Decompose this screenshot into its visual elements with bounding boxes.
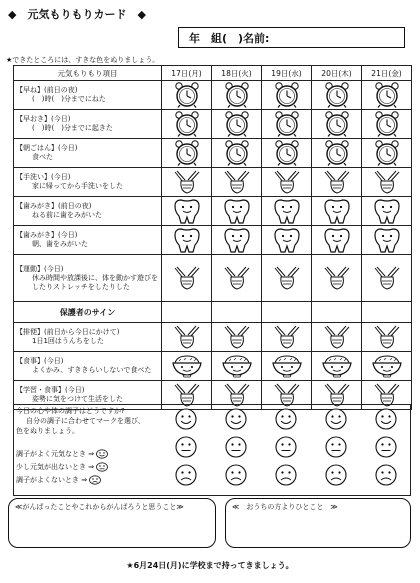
neutral-face-icon[interactable] [373,436,399,462]
check-cell[interactable] [362,81,412,110]
checklist-row [14,139,412,168]
check-cell[interactable] [262,352,312,381]
sad-face-icon[interactable] [223,464,249,490]
tooth-icon[interactable] [262,198,311,224]
item-label [14,81,162,110]
clock-icon[interactable] [162,140,211,166]
sign-cell[interactable] [312,302,362,323]
item-title: 【運動】(今日) [16,264,64,273]
check-cell[interactable] [212,110,262,139]
neutral-face-icon[interactable] [223,436,249,462]
tooth-icon[interactable] [262,227,311,253]
sad-face-icon[interactable] [373,464,399,490]
check-cell[interactable] [262,168,312,197]
check-cell[interactable] [212,226,262,255]
item-title: 【歯みがき】(今日) [16,231,78,239]
clock-icon[interactable] [312,111,361,137]
neutral-face-icon[interactable] [173,436,199,462]
item-label [14,110,162,139]
peace-hand-icon[interactable] [212,265,261,291]
check-cell[interactable] [162,255,212,302]
item-detail: 1日1回はうんちをした [32,337,104,345]
clock-icon[interactable] [212,111,261,137]
check-cell[interactable] [162,110,212,139]
check-cell[interactable] [212,168,262,197]
sign-cell[interactable] [212,302,262,323]
item-detail: 休み時間や放課後に、体を動かす遊びをしたりストレッチをしたりした [32,273,158,291]
check-cell[interactable] [162,197,212,226]
due-date-note: ★6月24日(月)に学校まで持ってきましょう。 [126,561,294,570]
check-cell[interactable] [312,81,362,110]
clock-icon[interactable] [262,111,311,137]
check-cell[interactable] [362,323,412,352]
clock-icon[interactable] [262,140,311,166]
item-title: 【早おき】(今日) [16,115,71,123]
item-detail: 朝、歯をみがいた [32,240,88,248]
check-cell[interactable] [212,323,262,352]
peace-hand-icon[interactable] [362,324,411,350]
happy-face-icon[interactable] [323,408,349,434]
sad-face-icon[interactable] [323,464,349,490]
check-cell[interactable] [162,139,212,168]
happy-face-icon[interactable] [223,408,249,434]
check-cell[interactable] [312,226,362,255]
check-cell[interactable] [262,197,312,226]
peace-hand-icon[interactable] [162,265,211,291]
check-cell[interactable] [162,352,212,381]
child-reflection-box[interactable] [8,498,216,548]
check-cell[interactable] [212,139,262,168]
clock-icon[interactable] [262,82,311,108]
happy-face-icon [96,449,108,459]
item-detail: 食べた [32,153,53,161]
happy-face-icon[interactable] [173,408,199,434]
legend-item: 調子がよく元気なとき ⇒ [16,448,108,461]
check-cell[interactable] [362,352,412,381]
check-cell[interactable] [362,110,412,139]
check-cell[interactable] [212,255,262,302]
check-cell[interactable] [262,110,312,139]
checklist-row [14,168,412,197]
date-header: 20日(木) [312,66,362,81]
item-detail: ( )時( )分までにねた [32,95,106,103]
check-cell[interactable] [362,168,412,197]
clock-icon[interactable] [312,140,361,166]
check-cell[interactable] [262,139,312,168]
item-detail: 姿勢に気をつけて生活をした [32,395,123,403]
check-cell[interactable] [362,197,412,226]
happy-face-icon[interactable] [273,408,299,434]
mood-question-line: 色をぬりましょう。 [16,427,79,435]
date-header: 18日(火) [212,66,262,81]
check-cell[interactable] [312,255,362,302]
peace-hand-icon[interactable] [312,324,361,350]
parent-comment-box[interactable] [225,498,411,548]
tooth-icon[interactable] [362,198,411,224]
check-cell[interactable] [262,255,312,302]
mood-question-line: 今日の心や体の調子はどうですか? [16,407,125,415]
instruction-text: ★できたところには、すきな色をぬりましょう。 [6,56,160,64]
sign-cell[interactable] [262,302,312,323]
check-cell[interactable] [162,168,212,197]
check-cell[interactable] [312,110,362,139]
check-cell[interactable] [262,226,312,255]
item-detail: よくかみ、すききらいしないで食べた [32,366,152,374]
table-header-row [14,66,412,81]
item-title: 【早ね】(前日の夜) [16,86,78,94]
item-label [14,168,162,197]
sign-cell[interactable] [162,302,212,323]
check-cell[interactable] [362,139,412,168]
item-title: 【歯みがき】(前日の夜) [16,202,92,210]
clock-icon[interactable] [212,140,261,166]
item-label [14,197,162,226]
peace-hand-icon[interactable] [262,265,311,291]
tooth-icon[interactable] [162,227,211,253]
tooth-icon[interactable] [362,227,411,253]
checklist-row [14,197,412,226]
peace-hand-icon[interactable] [362,169,411,195]
item-label [14,352,162,381]
item-column-header: 元気もりもり項目 [14,66,162,81]
date-header: 21日(金) [362,66,412,81]
check-cell[interactable] [312,168,362,197]
check-cell[interactable] [312,323,362,352]
item-title: 【学習・食事】(今日) [16,386,85,394]
checklist-row [14,323,412,352]
sad-face-icon [89,475,101,485]
item-title: 【手洗い】(今日) [16,173,71,181]
check-cell[interactable] [262,81,312,110]
sign-cell[interactable] [362,302,412,323]
item-title: 【排便】(前日から今日にかけて) [16,328,120,336]
tooth-icon[interactable] [312,198,361,224]
check-cell[interactable] [162,81,212,110]
clock-icon[interactable] [362,111,411,137]
clock-icon[interactable] [212,82,261,108]
checklist-row [14,226,412,255]
item-label [14,323,162,352]
rice-bowl-icon[interactable] [212,353,261,379]
peace-hand-icon[interactable] [362,265,411,291]
happy-face-icon[interactable] [373,408,399,434]
check-cell[interactable] [262,323,312,352]
peace-hand-icon[interactable] [212,169,261,195]
guardian-sign-label: 保護者のサイン [14,302,162,323]
peace-hand-icon[interactable] [162,324,211,350]
daily-checklist-table [13,65,412,323]
mood-face-grid [161,406,411,494]
item-detail: ( )時( )分までに起きた [32,124,113,132]
item-label [14,255,162,302]
check-cell[interactable] [362,255,412,302]
peace-hand-icon[interactable] [312,265,361,291]
mood-question-line: 自分の調子に合わせてマークを選び、 [26,417,145,425]
item-detail: ねる前に歯をみがいた [32,211,102,219]
name-field[interactable]: 年 組( )名前: [178,27,405,48]
item-title: 【食事】(今日) [16,357,64,365]
clock-icon[interactable] [162,82,211,108]
legend-item: 調子がよくないとき ⇒ [16,474,108,487]
item-label [14,139,162,168]
date-header: 17日(月) [162,66,212,81]
item-title: 【朝ごはん】(今日) [16,144,78,152]
neutral-face-icon[interactable] [273,436,299,462]
check-cell[interactable] [312,352,362,381]
sad-face-icon[interactable] [173,464,199,490]
check-cell[interactable] [362,226,412,255]
guardian-sign-row [14,302,412,323]
rice-bowl-icon[interactable] [262,353,311,379]
rice-bowl-icon[interactable] [162,353,211,379]
check-cell[interactable] [162,323,212,352]
clock-icon[interactable] [362,140,411,166]
tooth-icon[interactable] [212,227,261,253]
item-detail: 家に帰ってから手洗いをした [32,182,123,190]
check-cell[interactable] [312,197,362,226]
checklist-row [14,255,412,302]
rice-bowl-icon[interactable] [362,353,411,379]
date-header: 19日(水) [262,66,312,81]
clock-icon[interactable] [162,111,211,137]
sad-face-icon[interactable] [273,464,299,490]
peace-hand-icon[interactable] [162,169,211,195]
peace-hand-icon[interactable] [312,169,361,195]
daily-checklist-table-2 [13,322,412,410]
clock-icon[interactable] [312,82,361,108]
page-title: ◆ 元気もりもりカード ◆ [8,8,146,21]
checklist-row [14,110,412,139]
legend-item: 少し元気が出ないとき ⇒ [16,461,108,474]
tooth-icon[interactable] [162,198,211,224]
clock-icon[interactable] [362,82,411,108]
peace-hand-icon[interactable] [262,324,311,350]
peace-hand-icon[interactable] [212,324,261,350]
neutral-face-icon[interactable] [323,436,349,462]
check-cell[interactable] [312,139,362,168]
checklist-row [14,352,412,381]
tooth-icon[interactable] [212,198,261,224]
check-cell[interactable] [212,81,262,110]
check-cell[interactable] [212,352,262,381]
tooth-icon[interactable] [312,227,361,253]
peace-hand-icon[interactable] [262,169,311,195]
child-box-title: ≪がんばったことやこれからがんばろうと思うこと≫ [15,503,184,511]
mood-legend [16,448,108,487]
mood-question [16,406,145,436]
rice-bowl-icon[interactable] [312,353,361,379]
parent-box-title: ≪ おうちの方よりひとこと ≫ [232,503,338,511]
item-label [14,226,162,255]
neutral-face-icon [96,462,108,472]
check-cell[interactable] [212,197,262,226]
checklist-row [14,81,412,110]
check-cell[interactable] [162,226,212,255]
